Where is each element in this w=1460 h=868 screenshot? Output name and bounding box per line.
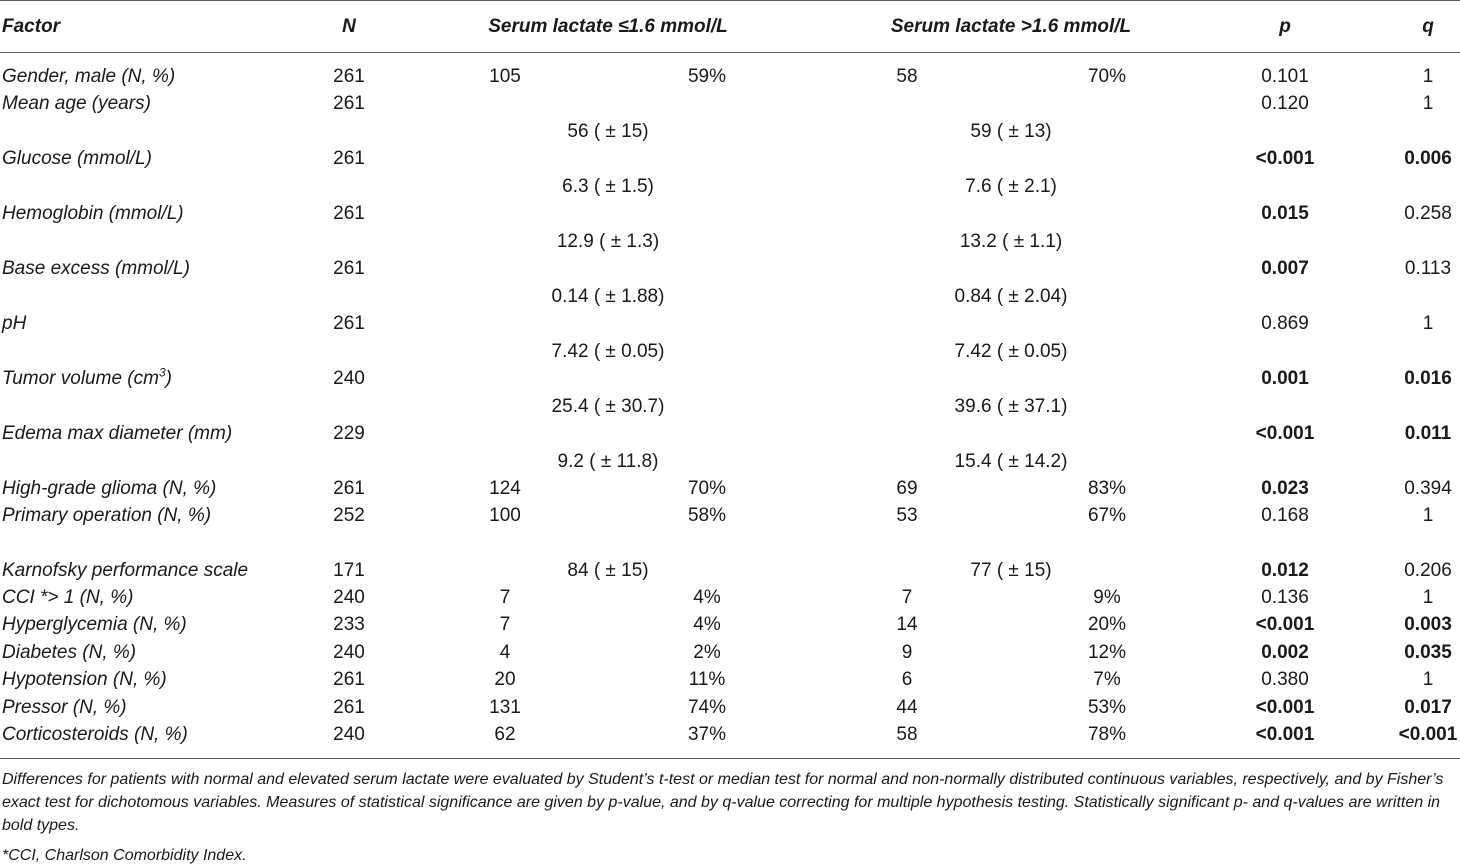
p-value: 0.015 — [1261, 203, 1309, 224]
p-value: 0.002 — [1261, 642, 1309, 663]
high-count: 6 — [901, 669, 913, 690]
high-count: 58 — [896, 724, 918, 745]
p-value: <0.001 — [1255, 724, 1315, 745]
high-percent: 53% — [1087, 697, 1127, 718]
q-value: 0.011 — [1404, 423, 1452, 444]
high-count: 69 — [896, 478, 918, 499]
p-value: 0.120 — [1261, 93, 1309, 114]
p-value: 0.001 — [1261, 368, 1309, 389]
low-count: 7 — [499, 614, 511, 635]
p-value: <0.001 — [1255, 614, 1315, 635]
n-value: 233 — [333, 614, 365, 635]
p-value: 0.869 — [1261, 313, 1309, 334]
high-mean-sd: 13.2 ( ± 1.1) — [959, 231, 1063, 252]
table-bottom-rule — [0, 758, 1460, 759]
n-value: 240 — [333, 368, 365, 389]
low-percent: 11% — [688, 669, 726, 690]
n-value: 261 — [333, 697, 365, 718]
p-value: 0.168 — [1261, 505, 1309, 526]
low-count: 62 — [494, 724, 516, 745]
factor-label: CCI *> 1 (N, %) — [2, 587, 134, 608]
n-value: 261 — [333, 313, 365, 334]
q-value: 1 — [1422, 505, 1434, 526]
factor-label: Hyperglycemia (N, %) — [2, 614, 187, 635]
q-value: 0.003 — [1404, 614, 1452, 635]
p-value: 0.101 — [1261, 66, 1309, 87]
p-value: <0.001 — [1255, 148, 1315, 169]
table-footnote: Differences for patients with normal and elevated serum lactate were evaluated by Student’s t-test or median test for normal and non-normally distributed continuous variables, respectively, and by Fisher’s exact test for dichotomous variables. Measures of statistical significance are given by p-value, and by q-value correcting for multiple hypothesis testing. Statistically significant p- and q-values are written in bold types. — [2, 771, 1444, 834]
high-count: 44 — [896, 697, 918, 718]
high-count: 53 — [896, 505, 918, 526]
header-rule — [0, 52, 1460, 53]
low-count: 7 — [499, 587, 511, 608]
high-count: 58 — [896, 66, 918, 87]
low-percent: 2% — [693, 642, 721, 663]
header-factor: Factor — [2, 16, 61, 37]
n-value: 261 — [333, 478, 365, 499]
high-mean-sd: 7.42 ( ± 0.05) — [954, 341, 1068, 362]
low-percent: 4% — [693, 587, 721, 608]
high-mean-sd: 59 ( ± 13) — [970, 121, 1052, 142]
low-mean-sd: 25.4 ( ± 30.7) — [551, 396, 665, 417]
q-value: 0.035 — [1404, 642, 1452, 663]
high-percent: 83% — [1087, 478, 1127, 499]
high-percent: 9% — [1093, 587, 1121, 608]
high-percent: 7% — [1093, 669, 1121, 690]
n-value: 240 — [333, 724, 365, 745]
factor-text: Tumor volume (cm — [2, 368, 159, 389]
n-value: 261 — [333, 203, 365, 224]
low-count: 124 — [489, 478, 521, 499]
q-value: 0.006 — [1404, 148, 1452, 169]
p-value: <0.001 — [1255, 697, 1315, 718]
high-percent: 78% — [1087, 724, 1127, 745]
factor-label: Diabetes (N, %) — [2, 642, 137, 663]
header-high-lactate: Serum lactate >1.6 mmol/L — [890, 16, 1132, 37]
header-low-lactate: Serum lactate ≤1.6 mmol/L — [488, 16, 728, 37]
high-mean-sd: 15.4 ( ± 14.2) — [954, 451, 1068, 472]
high-mean-sd: 7.6 ( ± 2.1) — [965, 176, 1057, 197]
high-count: 14 — [896, 614, 918, 635]
factor-label — [2, 365, 172, 390]
n-value: 240 — [333, 642, 365, 663]
factor-superscript: 3 — [158, 365, 166, 380]
q-value: 1 — [1422, 93, 1434, 114]
factor-label: Karnofsky performance scale — [2, 560, 249, 581]
high-percent: 70% — [1087, 66, 1127, 87]
table-top-rule — [0, 0, 1460, 1]
factor-label: Corticosteroids (N, %) — [2, 724, 188, 745]
factor-label: Hemoglobin (mmol/L) — [2, 203, 184, 224]
q-value: 0.206 — [1404, 560, 1452, 581]
high-mean-sd: 0.84 ( ± 2.04) — [954, 286, 1068, 307]
n-value: 252 — [333, 505, 365, 526]
low-mean-sd: 84 ( ± 15) — [567, 560, 649, 581]
header-n: N — [342, 16, 356, 37]
p-value: 0.012 — [1261, 560, 1309, 581]
q-value: 0.113 — [1404, 258, 1452, 279]
low-mean-sd: 12.9 ( ± 1.3) — [556, 231, 660, 252]
factor-label: Edema max diameter (mm) — [2, 423, 233, 444]
n-value: 171 — [333, 560, 365, 581]
low-count: 4 — [499, 642, 511, 663]
q-value: 1 — [1422, 587, 1434, 608]
low-count: 131 — [489, 697, 521, 718]
q-value: 1 — [1422, 669, 1434, 690]
q-value: 0.258 — [1404, 203, 1452, 224]
p-value: 0.007 — [1261, 258, 1309, 279]
q-value: 0.017 — [1404, 697, 1452, 718]
factor-label: pH — [2, 313, 27, 334]
factor-label: Pressor (N, %) — [2, 697, 127, 718]
q-value: 0.016 — [1404, 368, 1452, 389]
factor-label: Mean age (years) — [2, 93, 151, 114]
header-p: p — [1279, 16, 1291, 37]
high-percent: 67% — [1087, 505, 1127, 526]
high-percent: 12% — [1087, 642, 1127, 663]
high-mean-sd: 77 ( ± 15) — [970, 560, 1052, 581]
low-percent: 4% — [693, 614, 721, 635]
low-percent: 58% — [687, 505, 727, 526]
factor-label: Base excess (mmol/L) — [2, 258, 190, 279]
low-count: 20 — [494, 669, 516, 690]
p-value: 0.023 — [1261, 478, 1309, 499]
n-value: 240 — [333, 587, 365, 608]
factor-label: High-grade glioma (N, %) — [2, 478, 217, 499]
low-count: 105 — [489, 66, 521, 87]
low-percent: 37% — [687, 724, 727, 745]
high-percent: 20% — [1087, 614, 1127, 635]
low-mean-sd: 6.3 ( ± 1.5) — [562, 176, 654, 197]
low-percent: 59% — [687, 66, 727, 87]
low-mean-sd: 7.42 ( ± 0.05) — [551, 341, 665, 362]
factor-tail: ) — [165, 368, 172, 389]
factor-label: Primary operation (N, %) — [2, 505, 212, 526]
factor-label: Gender, male (N, %) — [2, 66, 176, 87]
n-value: 229 — [333, 423, 365, 444]
high-count: 7 — [901, 587, 913, 608]
cci-footnote: *CCI, Charlson Comorbidity Index. — [2, 847, 247, 864]
high-mean-sd: 39.6 ( ± 37.1) — [954, 396, 1068, 417]
factor-label: Glucose (mmol/L) — [2, 148, 152, 169]
low-mean-sd: 9.2 ( ± 11.8) — [557, 451, 659, 472]
n-value: 261 — [333, 669, 365, 690]
p-value: 0.380 — [1261, 669, 1309, 690]
header-q: q — [1422, 16, 1434, 37]
low-mean-sd: 56 ( ± 15) — [567, 121, 649, 142]
q-value: 0.394 — [1404, 478, 1452, 499]
q-value: 1 — [1422, 66, 1434, 87]
high-count: 9 — [901, 642, 913, 663]
low-percent: 70% — [687, 478, 727, 499]
low-count: 100 — [489, 505, 521, 526]
low-percent: 74% — [687, 697, 727, 718]
n-value: 261 — [333, 66, 365, 87]
q-value: <0.001 — [1398, 724, 1458, 745]
q-value: 1 — [1422, 313, 1434, 334]
n-value: 261 — [333, 258, 365, 279]
n-value: 261 — [333, 93, 365, 114]
low-mean-sd: 0.14 ( ± 1.88) — [551, 286, 665, 307]
n-value: 261 — [333, 148, 365, 169]
p-value: <0.001 — [1255, 423, 1315, 444]
factor-label: Hypotension (N, %) — [2, 669, 167, 690]
p-value: 0.136 — [1261, 587, 1309, 608]
